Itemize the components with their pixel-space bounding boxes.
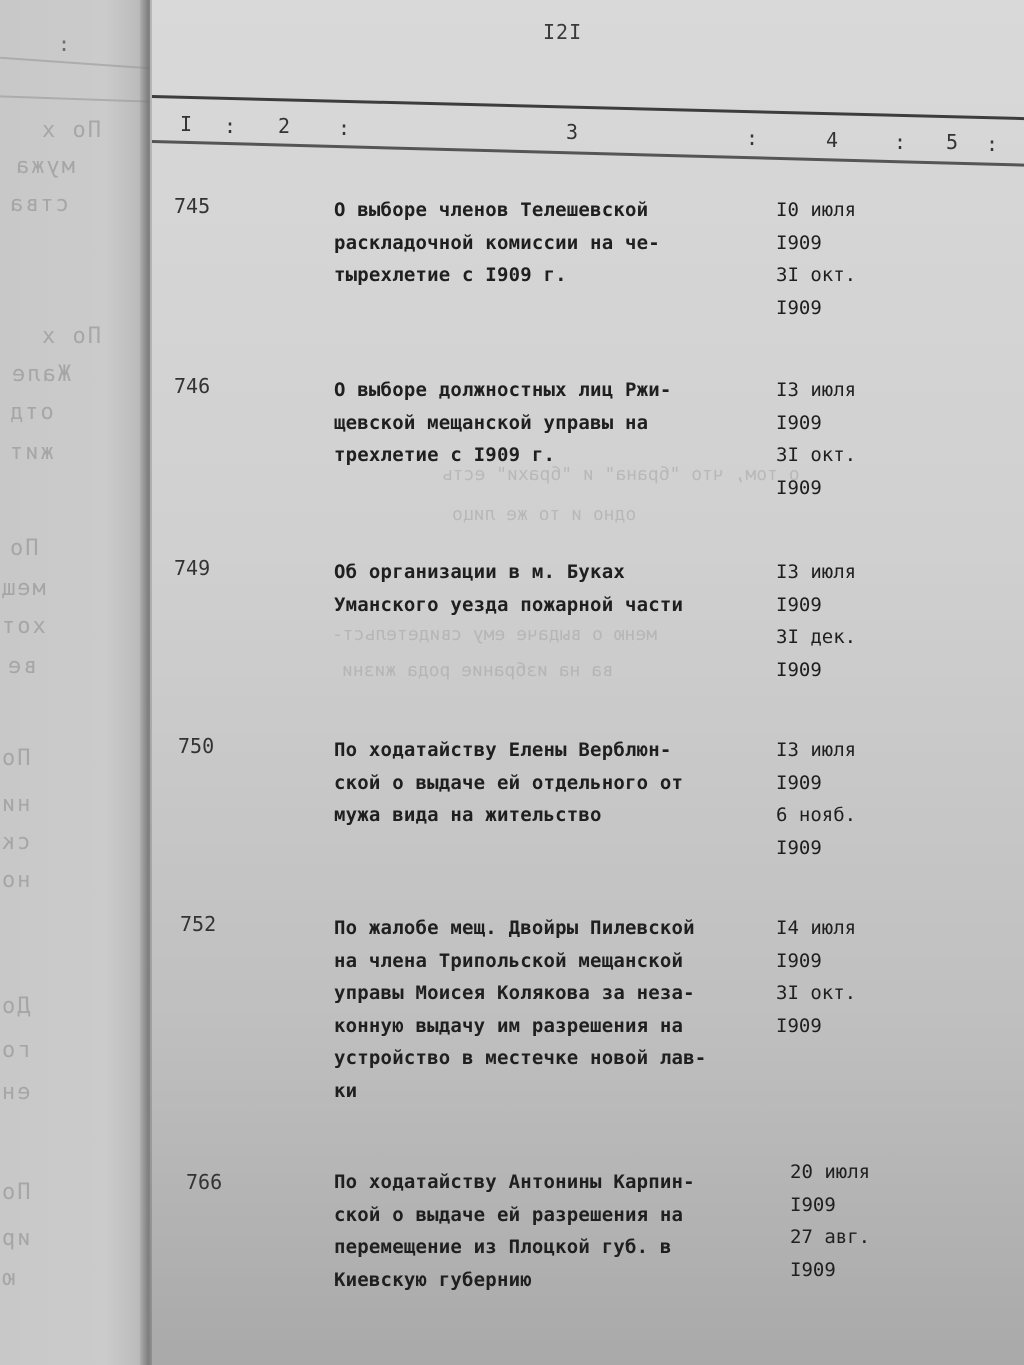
end-date: 3I дек. — [776, 626, 857, 648]
start-year: I909 — [776, 949, 822, 972]
end-year: I909 — [776, 836, 822, 859]
column-separator: : — [338, 116, 351, 140]
main-page — [152, 0, 1024, 1365]
start-year: I909 — [776, 771, 822, 794]
case-number: 750 — [178, 734, 215, 758]
description-line: ки — [334, 1079, 358, 1102]
end-year: I909 — [776, 658, 822, 681]
description-line: устройство в местечке новой лав- — [334, 1047, 707, 1069]
end-year: I909 — [776, 1014, 822, 1037]
column-separator: : — [224, 114, 237, 138]
end-date: 3I окт. — [776, 264, 857, 286]
description-line: Киевскую губернию — [334, 1268, 532, 1291]
start-year: I909 — [776, 593, 822, 616]
bleed-through-text: жит — [8, 440, 54, 465]
end-year: I909 — [776, 296, 822, 319]
case-number: 752 — [180, 912, 217, 936]
description-line: По ходатайству Елены Верблюн- — [334, 739, 672, 761]
description-line: на члена Трипольской мещанской — [334, 949, 684, 972]
case-dates — [776, 734, 886, 864]
end-date: 3I окт. — [776, 444, 857, 466]
description-line: конную выдачу им разрешения на — [334, 1014, 684, 1037]
bleed-through-text: По — [0, 1180, 31, 1205]
column-separator: : — [746, 126, 759, 150]
facing-page — [0, 0, 150, 1365]
bleed-through-text: го — [0, 1038, 31, 1063]
case-dates — [776, 194, 886, 324]
bleed-through-text: ве — [6, 654, 37, 679]
description-line: мужа вида на жительство — [334, 804, 602, 826]
description-line: Об организации в м. Буках — [334, 561, 625, 583]
start-date: I3 июля — [776, 561, 857, 583]
bleed-through-text: меню о выдаче ему свидетельст- — [332, 624, 658, 645]
bleed-through-text: о том, что "брана" и "брахи" есть — [442, 464, 800, 485]
case-dates — [790, 1156, 900, 1286]
case-description — [334, 374, 774, 472]
bleed-through-text: хот — [0, 614, 46, 639]
bleed-through-text: ю — [0, 1266, 16, 1291]
case-description — [334, 734, 774, 832]
description-line: перемещение из Плоцкой губ. в — [334, 1236, 672, 1258]
description-line: По жалобе мещ. Двойры Пилевской — [334, 917, 695, 939]
start-year: I909 — [790, 1193, 836, 1216]
column-header-4: 4 — [826, 128, 839, 152]
start-date: I3 июля — [776, 379, 857, 401]
start-date: I3 июля — [776, 739, 857, 761]
start-date: 20 июля — [790, 1161, 871, 1183]
start-date: I4 июля — [776, 917, 857, 939]
column-header-5: 5 — [946, 130, 959, 154]
bleed-through-text: но — [0, 868, 31, 893]
facing-page-header-mark: : — [58, 32, 71, 56]
description-line: управы Моисея Колякова за неза- — [334, 982, 695, 1004]
column-header-2: 2 — [278, 114, 291, 138]
bleed-through-text: До — [0, 994, 31, 1019]
end-year: I909 — [776, 476, 822, 499]
bleed-through-text: ни — [0, 792, 31, 817]
end-date: 6 нояб. — [776, 804, 857, 826]
start-year: I909 — [776, 231, 822, 254]
case-description — [334, 556, 774, 621]
description-line: ской о выдаче ей отдельного от — [334, 771, 684, 794]
bleed-through-text: одно и то же лицо — [452, 504, 637, 525]
description-line: щевской мещанской управы на — [334, 411, 649, 434]
bleed-through-text: По — [8, 536, 39, 561]
bleed-through-text: ва на избрание рода жизни — [342, 660, 613, 681]
description-line: ской о выдаче ей разрешения на — [334, 1203, 684, 1226]
bleed-through-text: ства — [8, 192, 69, 217]
bleed-through-text: ен — [0, 1080, 31, 1105]
end-date: 3I окт. — [776, 982, 857, 1004]
bleed-through-text: отд — [8, 400, 54, 425]
description-line: О выборе должностных лиц Ржи- — [334, 379, 672, 401]
bleed-through-text: Жале — [10, 362, 71, 387]
end-date: 27 авг. — [790, 1226, 871, 1248]
case-description — [334, 1166, 774, 1296]
case-description — [334, 912, 774, 1107]
case-dates — [776, 556, 886, 686]
description-line: По ходатайству Антонины Карпин- — [334, 1171, 695, 1193]
description-line: раскладочной комиссии на че- — [334, 231, 660, 254]
case-dates — [776, 912, 886, 1042]
case-description — [334, 194, 774, 292]
bleed-through-text: ск — [0, 830, 31, 855]
description-line: О выборе членов Телешевской — [334, 199, 649, 221]
start-date: I0 июля — [776, 199, 857, 221]
page-number: I2I — [543, 20, 583, 44]
start-year: I909 — [776, 411, 822, 434]
facing-page-rule — [0, 57, 150, 69]
case-number: 746 — [174, 374, 211, 398]
end-year: I909 — [790, 1258, 836, 1281]
case-dates — [776, 374, 886, 504]
bleed-through-text: мужа — [14, 154, 75, 179]
case-number: 766 — [186, 1170, 223, 1194]
bleed-through-text: По х — [40, 118, 101, 143]
column-header-3: 3 — [566, 120, 579, 144]
description-line: Уманского уезда пожарной части — [334, 593, 684, 616]
bleed-through-text: По х — [40, 324, 101, 349]
bleed-through-text: мещ — [0, 576, 46, 601]
bleed-through-text: ир — [0, 1226, 31, 1251]
column-separator: : — [986, 132, 999, 156]
column-header-1: I — [180, 112, 193, 136]
bleed-through-text: По — [0, 746, 31, 771]
facing-page-rule — [0, 95, 150, 102]
description-line: тырехлетие с I909 г. — [334, 264, 567, 286]
case-number: 745 — [174, 194, 211, 218]
case-number: 749 — [174, 556, 211, 580]
description-line: трехлетие с I909 г. — [334, 444, 556, 466]
column-separator: : — [894, 130, 907, 154]
